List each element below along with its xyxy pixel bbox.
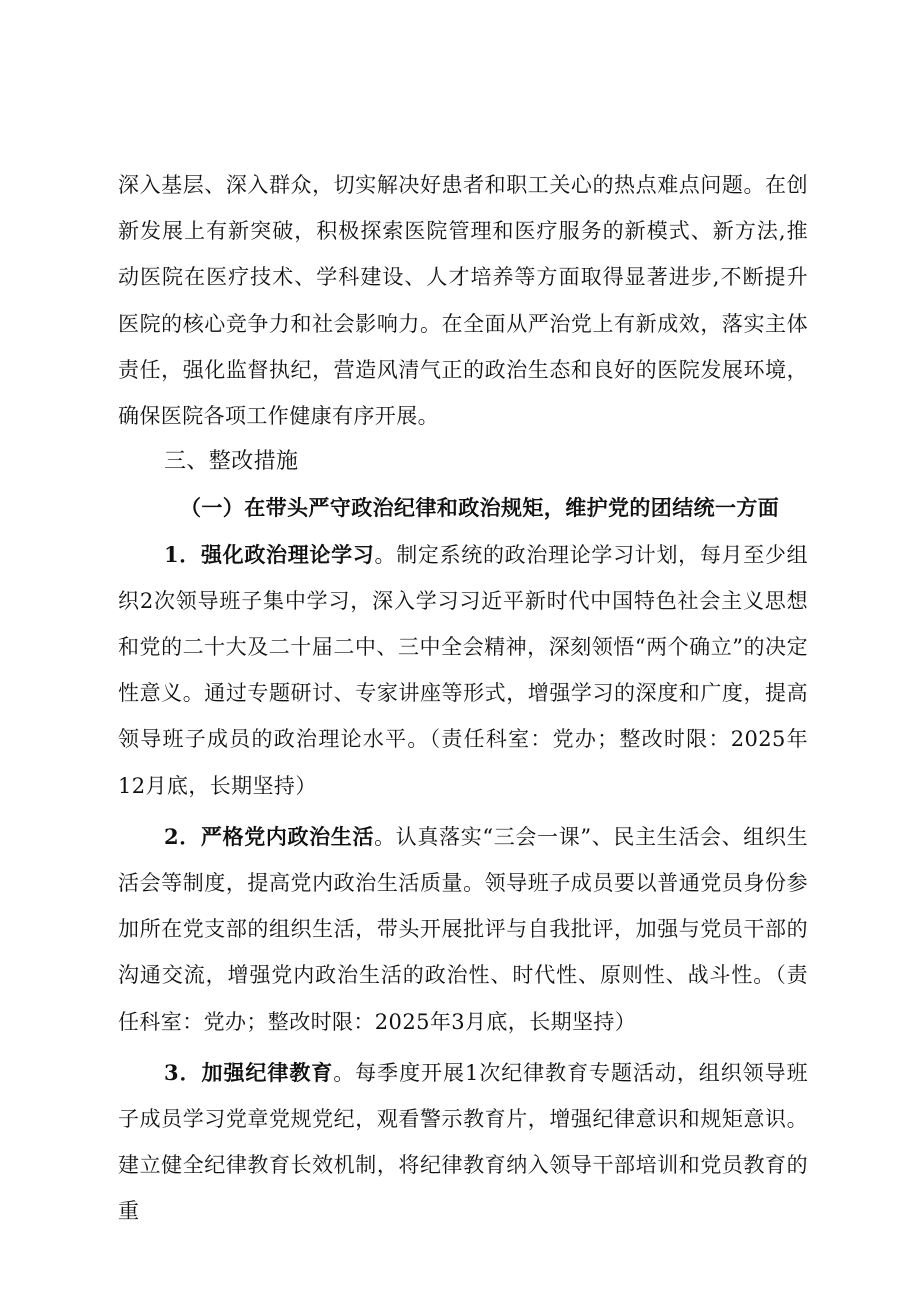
- measure-item-2: [118, 814, 808, 1045]
- document-body: [118, 162, 808, 1235]
- measure-item-2-title: 2．严格党内政治生活: [164, 823, 375, 849]
- measure-item-2-text: 。认真落实“三会一课”、民主生活会、组织生活会等制度，提高党内政治生活质量。领导班子成员要以普通党员身份参加所在党支部的组织生活，带头开展批评与自我批评，加强与党员干部的沟通交流，增强党内政治生活的政治性、时代性、原则性、战斗性。（责任科室：党办；整改时限：2025年3月底，长期坚持）: [118, 824, 808, 1034]
- measure-item-1-text: 。制定系统的政治理论学习计划，每月至少组织2次领导班子集中学习，深入学习习近平新时代中国特色社会主义思想和党的二十大及二十届二中、三中全会精神，深刻领悟“两个确立”的决定性意义。通过专题研讨、专家讲座等形式，增强学习的深度和广度，提高领导班子成员的政治理论水平。（责任科室：党办；整改时限：2025年12月底，长期坚持）: [118, 542, 808, 798]
- measure-item-1-title: 1．强化政治理论学习: [164, 541, 375, 567]
- measure-item-3-text: 。每季度开展1次纪律教育专题活动，组织领导班子成员学习党章党规党纪，观看警示教育片，增强纪律意识和规矩意识。建立健全纪律教育长效机制，将纪律教育纳入领导干部培训和党员教育的重: [118, 1060, 808, 1224]
- paragraph-continuation: 深入基层、深入群众，切实解决好患者和职工关心的热点难点问题。在创新发展上有新突破，积极探索医院管理和医疗服务的新模式、新方法,推动医院在医疗技术、学科建设、人才培养等方面取得显著进步,不断提升医院的核心竞争力和社会影响力。在全面从严治党上有新成效，落实主体责任，强化监督执纪，营造风清气正的政治生态和良好的医院发展环境，确保医院各项工作健康有序开展。: [118, 173, 808, 429]
- subsection-heading: （一）在带头严守政治纪律和政治规矩，维护党的团结统一方面: [180, 495, 780, 521]
- measure-item-3: [118, 1050, 808, 1235]
- measure-item-1: [118, 532, 808, 809]
- section-heading: 三、整改措施: [164, 449, 299, 475]
- measure-item-3-title: 3．加强纪律教育: [164, 1059, 334, 1085]
